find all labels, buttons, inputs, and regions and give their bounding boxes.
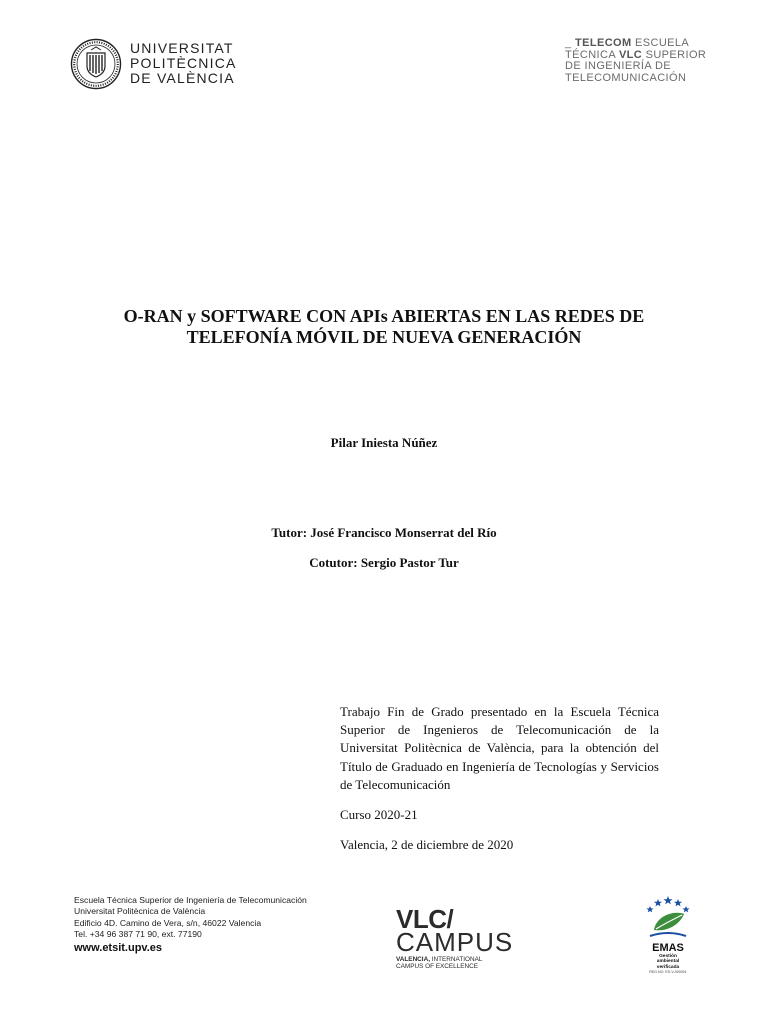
telecom-vlc: VLC <box>618 48 643 61</box>
vlc-sub-bold: VALENCIA, <box>396 956 430 963</box>
document-title <box>90 306 678 348</box>
telecom-line-3: DE INGENIERÍA DE <box>565 60 672 72</box>
telecom-prefix: _ <box>565 37 575 49</box>
emas-sub-3: verificada <box>656 964 680 970</box>
footer-address <box>74 895 307 954</box>
upv-line-1: UNIVERSITAT <box>130 40 234 56</box>
telecom-superior: SUPERIOR <box>642 48 707 61</box>
tutor-name: Tutor: José Francisco Monserrat del Río <box>271 525 497 540</box>
emas-sub-1: Gestión <box>659 954 677 959</box>
author-name: Pilar Iniesta Núñez <box>330 435 438 450</box>
presentation-date: Valencia, 2 de diciembre de 2020 <box>340 837 514 853</box>
telecom-line-4: TELECOMUNICACIÓN <box>565 71 687 84</box>
telecom-bold: TELECOM <box>574 37 632 49</box>
upv-line-2: POLITÈCNICA <box>130 55 237 71</box>
telecom-logo <box>565 38 715 84</box>
title-line-1: O-RAN y SOFTWARE CON APIs ABIERTAS EN LAS REDES DE <box>123 306 645 326</box>
address-line: Edificio 4D. Camino de Vera, s/n, 46022 Valencia <box>74 917 262 928</box>
upv-line-3: DE VALÈNCIA <box>130 70 235 86</box>
website-link[interactable]: www.etsit.upv.es <box>74 941 163 954</box>
vlc-sub-rest: INTERNATIONAL <box>429 956 483 963</box>
upv-seal-icon <box>70 38 122 90</box>
course-year: Curso 2020-21 <box>340 807 418 823</box>
vlc-subtitle <box>396 956 506 970</box>
upv-logo <box>70 38 240 90</box>
address-line: Tel. +34 96 387 71 90, ext. 77190 <box>74 929 202 940</box>
upv-wordmark <box>130 41 237 86</box>
address-line: Universitat Politècnica de València <box>74 906 206 917</box>
vlc-campus-logo <box>396 904 514 970</box>
emas-name: EMAS <box>652 942 684 954</box>
emas-registration: REG.NO. ES-V-000001 <box>649 970 687 975</box>
emas-logo <box>640 894 696 974</box>
emas-stars-leaf-icon <box>644 894 692 942</box>
vlc-sub-line2: CAMPUS OF EXCELLENCE <box>396 963 479 970</box>
telecom-rest: ESCUELA <box>631 37 690 49</box>
emas-subtitle <box>640 954 696 970</box>
emas-sub-2: ambiental <box>656 959 680 965</box>
vlc-campus-word: CAMPUS <box>396 927 514 957</box>
address-line: Escuela Técnica Superior de Ingeniería de Telecomunicación <box>74 895 307 905</box>
thesis-description <box>340 703 659 854</box>
vlc-title: VLC/ <box>396 904 454 934</box>
telecom-tecnica: TÉCNICA <box>565 48 619 61</box>
title-line-2: TELEFONÍA MÓVIL DE NUEVA GENERACIÓN <box>186 327 582 347</box>
description-paragraph: Trabajo Fin de Grado presentado en la Escuela Técnica Superior de Ingenieros de Telecomunicación de la Universitat Politècnica de València, para la obtención del Título de Graduado en Ingeniería de Tecnologías y Servicios de Telecomunicación <box>340 704 659 792</box>
cotutor-name: Cotutor: Sergio Pastor Tur <box>309 555 459 570</box>
